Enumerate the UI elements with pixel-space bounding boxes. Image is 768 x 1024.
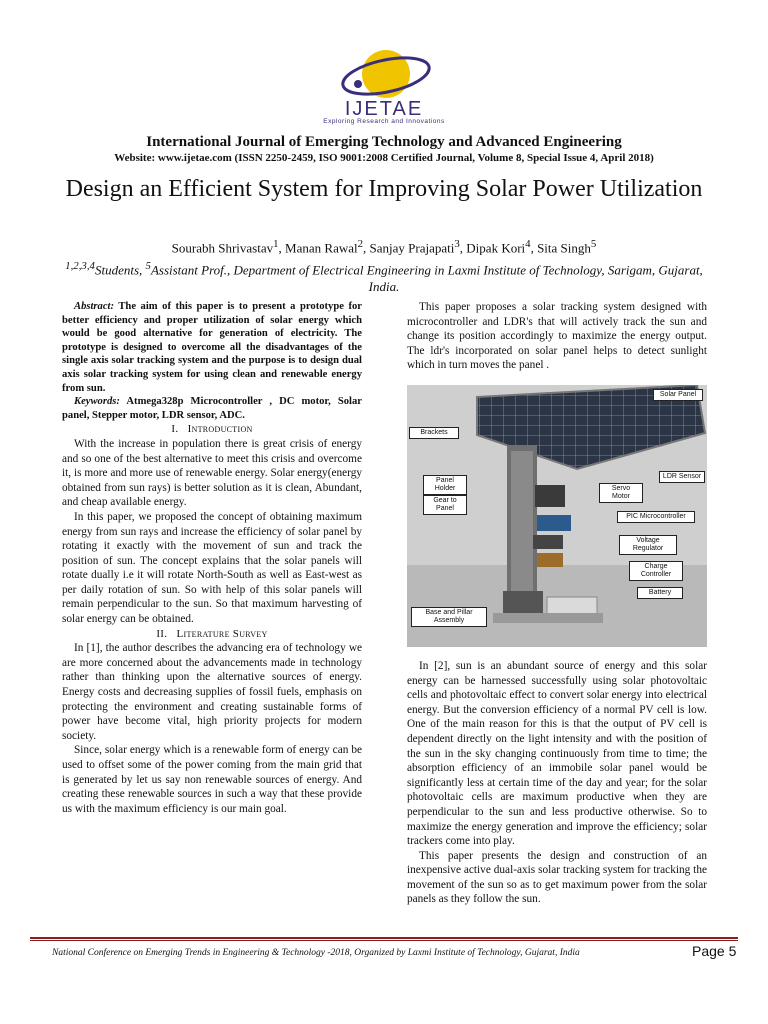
paper-title: Design an Efficient System for Improving Solar Power Utilization — [65, 176, 703, 202]
section-number: II. — [156, 627, 168, 640]
footer-conference: National Conference on Emerging Trends in Engineering & Technology -2018, Organized by Laxmi Institute of Technology, Gujarat, India — [52, 948, 580, 958]
author: Manan Rawal — [285, 240, 358, 256]
author-sup: 5 — [590, 238, 597, 250]
paragraph: In this paper, we proposed the concept of obtaining maximum energy from sun rays and increase the efficiency of solar panel by rotating it exactly with the movement of sun and track the position of sun. The concept explains that the solar panels will rotate dually i.e it will rotate North-South as well as East-west as per daily rotation of sun. So with help of this solar panels will remain perpendicular to the sun. So that maximum harvesting of solar energy can be obtained. — [62, 510, 362, 626]
author-sup: 1 — [273, 238, 279, 250]
affiliation — [50, 258, 718, 295]
author-list: Sourabh Shrivastav$^1$, Manan Rawal$^2$, Sanjay Prajapati$^3$, Dipak Kori$^4$, Sita Singh$^5$ — [171, 238, 597, 256]
figure-label-ldr-sensor: LDR Sensor — [659, 471, 705, 483]
abstract-text: The aim of this paper is to present a prototype for better efficiency and proper utilization of solar energy which would be good alternative for generation of electricity. The prototype is designed to overcome all the disadvantages of the single axis solar tracking system and the purpose is to design dual axis solar tracking system for using clean and renewable energy from sun. — [62, 301, 362, 394]
section-title: Literature Survey — [176, 627, 268, 640]
paragraph: Since, solar energy which is a renewable form of energy can be used to offset some of the power coming from the main grid that is generated by let us say non renewable sources of energy. And creating these renewable sources in such a way that these provide us with the maximum efficiency is our main goal. — [62, 744, 362, 815]
section-title: Introduction — [187, 423, 253, 436]
section-heading-literature-survey — [62, 627, 362, 642]
logo-tagline: Exploring Research and Innovations — [323, 118, 445, 125]
solar-tracker-photo — [407, 385, 707, 647]
author-sup: 4 — [525, 238, 531, 250]
paragraph: In [2], sun is an abundant source of energy and this solar energy can be harnessed successfully using solar photovoltaic cells and photovoltaic effect to convert solar energy into electrical energy. But the conversion efficiency of a normal PV cell is low. One of the main reason for this is that the output of PV cell is dependent directly on the light intensity and with the position of the sun in the sky changing continuously from time to time; the absorption efficiency of an immobile solar panel would be significantly less at certain time of the day and year; for the solar photovoltaic cells are maximum productive when they are perpendicular to the sun and less productive otherwise. So to maximize the energy generation and improve the efficiency; solar trackers come into play. — [407, 659, 707, 848]
author-sup: 2 — [357, 238, 364, 250]
keywords-text: Atmega328p Microcontroller , DC motor, Solar panel, Stepper motor, LDR sensor, ADC. — [62, 396, 362, 421]
author: Sourabh Shrivastav — [171, 240, 274, 256]
journal-website: Website: www.ijetae.com (ISSN 2250-2459, ISO 9001:2008 Certified Journal, Volume 8, Special Issue 4, April 2018) — [114, 152, 654, 164]
author-sup: 3 — [454, 238, 460, 250]
figure-label-pic-microcontroller: PIC Microcontroller — [617, 511, 695, 523]
section-number: I. — [171, 423, 179, 436]
paragraph: In [1], the author describes the advancing era of technology we are more concerned about the advancements made in technology rather than thinking upon the alternative sources of energy. Energy costs and decreasing supplies of fossil fuels, emphasis on protecting the environment and creating sustainable forms of power have become vital, high priority projects for modern society. — [62, 642, 362, 742]
affil-rest: Assistant Prof., Department of Electrical Engineering in Laxmi Institute of Technology, Sarigam, Gujarat, India. — [150, 262, 703, 295]
abstract-label: Abstract: — [74, 301, 115, 312]
logo-name: IJETAE — [344, 98, 424, 120]
figure-label-servo-motor: Servo Motor — [599, 483, 643, 503]
author: Dipak Kori — [466, 240, 526, 256]
figure-label-panel-holder: Panel Holder — [423, 475, 467, 495]
section-heading-introduction — [62, 422, 362, 437]
affil-sup: 5 — [145, 260, 151, 272]
page-number: Page 5 — [692, 943, 737, 959]
abstract — [62, 300, 362, 395]
paragraph: With the increase in population there is great crisis of energy and so one of the best alternative to meet this crisis and overcome it, is more and more use of renewable energy. Solar energy(energy obtained from sun rays) is better solution as it is clean, Abundant, and cheap available energy. — [62, 437, 362, 509]
logo-text — [296, 100, 472, 125]
paragraph: This paper proposes a solar tracking system designed with microcontroller and LDR's that will actively track the sun and change its position accordingly to maximize the energy output. The ldr's incorporated on solar panel helps to detect sunlight which in turn moves the panel . — [407, 301, 707, 372]
figure-label-base-pillar: Base and Pillar Assembly — [411, 607, 487, 627]
affil-sup: 1,2,3,4 — [65, 260, 95, 272]
figure-label-gear-to-panel: Gear to Panel — [423, 495, 467, 515]
footer-rule — [30, 937, 738, 939]
keywords — [62, 395, 362, 422]
figure-label-charge-controller: Charge Controller — [629, 561, 683, 581]
journal-name: International Journal of Emerging Technology and Advanced Engineering — [146, 134, 622, 150]
footer-rule-thin — [30, 940, 738, 941]
paragraph: This paper presents the design and construction of an inexpensive active dual-axis solar tracking system for tracking the movement of the sun so as to get maximum power from the solar panels as they follow the sun. — [407, 849, 707, 906]
right-column — [407, 300, 707, 907]
affil-students: Students, — [94, 262, 146, 278]
left-column — [62, 300, 362, 816]
author: Sanjay Prajapati — [369, 240, 455, 256]
author: Sita Singh — [537, 240, 591, 256]
figure-label-voltage-regulator: Voltage Regulator — [619, 535, 677, 555]
figure-label-solar-panel: Solar Panel — [653, 389, 703, 401]
figure-label-battery: Battery — [637, 587, 683, 599]
figure-label-brackets: Brackets — [409, 427, 459, 439]
keywords-label: Keywords: — [74, 396, 120, 408]
